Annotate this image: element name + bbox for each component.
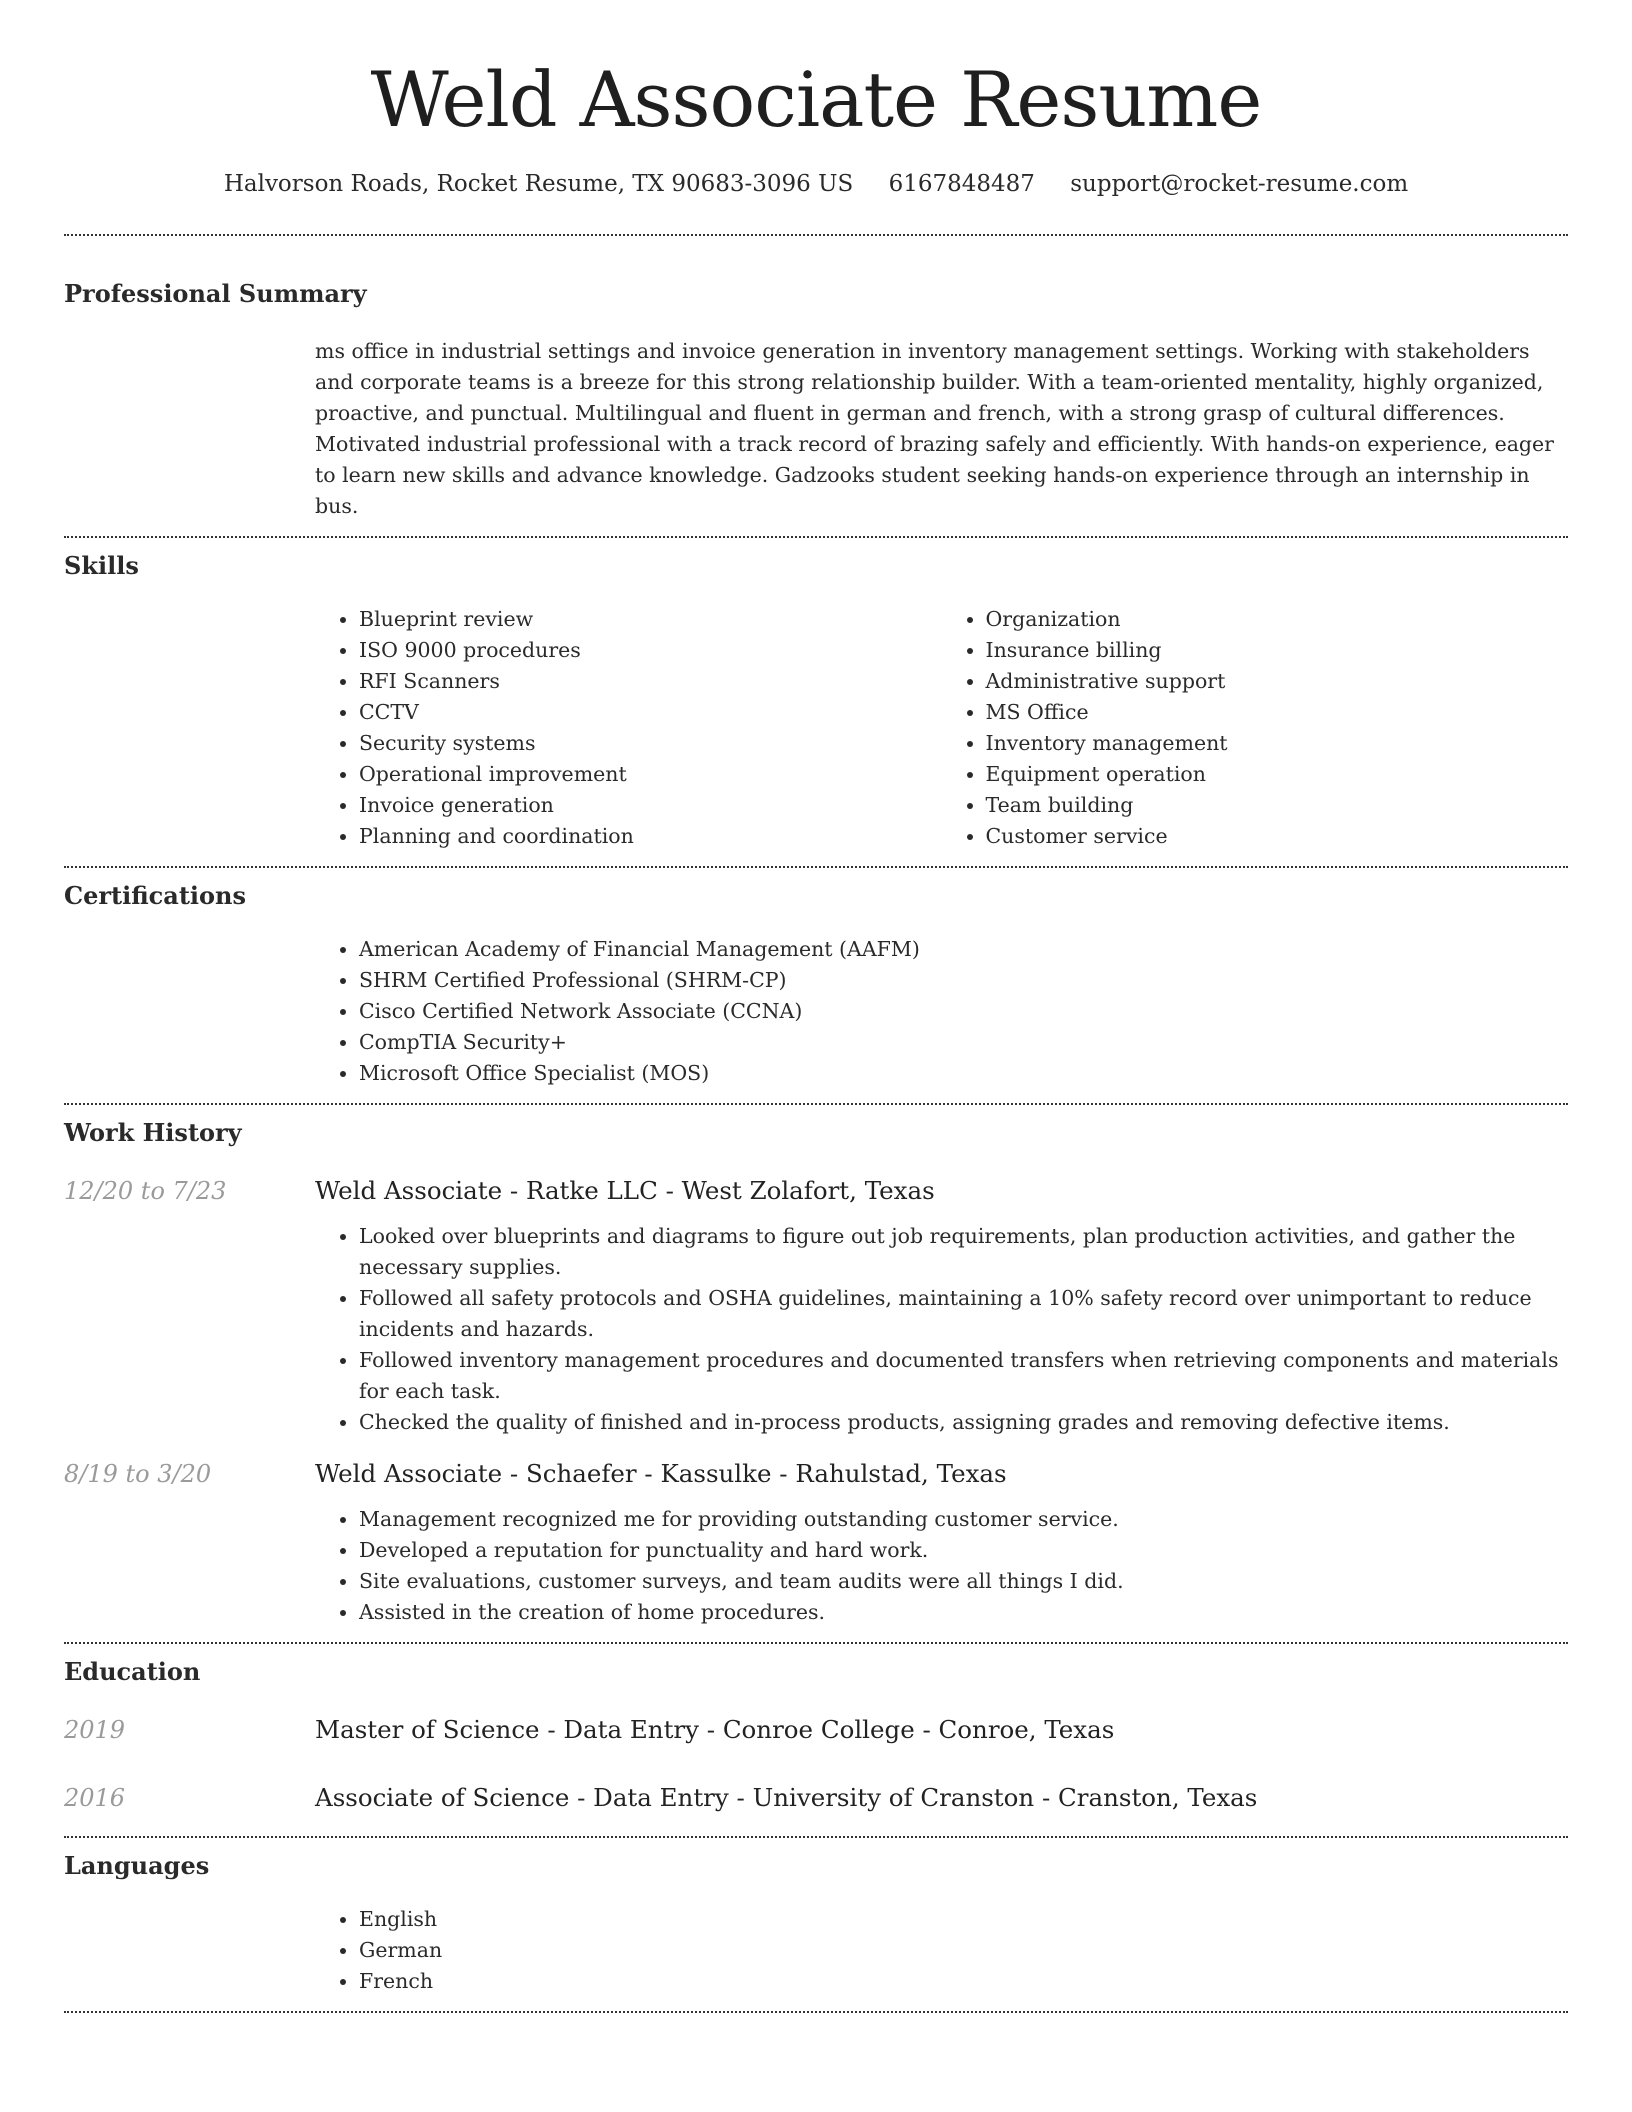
summary-section-title: Professional Summary bbox=[64, 279, 367, 308]
skills-list bbox=[315, 604, 1568, 852]
education-entry bbox=[64, 1714, 1568, 1746]
contact-phone: 6167848487 bbox=[888, 171, 1035, 197]
contact-email: support@rocket-resume.com bbox=[1070, 171, 1409, 197]
certification-item: • American Academy of Financial Management (AAFM) bbox=[359, 934, 1568, 965]
section-divider bbox=[64, 1642, 1568, 1644]
job-dates: 8/19 to 3/20 bbox=[64, 1460, 212, 1488]
section-divider bbox=[64, 234, 1568, 236]
education-year: 2016 bbox=[64, 1784, 126, 1812]
certifications-list bbox=[315, 934, 1568, 1089]
skill-item: • Invoice generation bbox=[359, 790, 942, 821]
section-divider bbox=[64, 866, 1568, 868]
skills-section-title: Skills bbox=[64, 551, 139, 580]
skill-item: • CCTV bbox=[359, 697, 942, 728]
skill-item: • Customer service bbox=[986, 821, 1569, 852]
contact-address: Halvorson Roads, Rocket Resume, TX 90683-3096 US bbox=[223, 171, 854, 197]
job-entry bbox=[64, 1458, 1568, 1490]
section-divider bbox=[64, 2011, 1568, 2013]
education-section-title: Education bbox=[64, 1657, 201, 1686]
skill-item: • Security systems bbox=[359, 728, 942, 759]
skill-item: • Planning and coordination bbox=[359, 821, 942, 852]
contact-line bbox=[64, 168, 1568, 200]
job-heading: Weld Associate - Schaefer - Kassulke - Rahulstad, Texas bbox=[315, 1459, 1007, 1488]
skill-item: • Operational improvement bbox=[359, 759, 942, 790]
certifications-section-title: Certifications bbox=[64, 881, 247, 910]
certification-item: • SHRM Certified Professional (SHRM-CP) bbox=[359, 965, 1568, 996]
resume-page bbox=[64, 0, 1568, 2013]
skill-item: • Equipment operation bbox=[986, 759, 1569, 790]
section-divider bbox=[64, 1103, 1568, 1105]
languages-bullets bbox=[315, 1904, 1568, 1997]
skills-column-right bbox=[942, 604, 1569, 852]
education-entry bbox=[64, 1782, 1568, 1814]
job-bullet: • Management recognized me for providing outstanding customer service. bbox=[359, 1504, 1568, 1535]
skill-item: • Organization bbox=[986, 604, 1569, 635]
job-bullet-list bbox=[315, 1221, 1568, 1438]
job-bullet: • Followed inventory management procedures and documented transfers when retrieving components and materials for each task. bbox=[359, 1345, 1568, 1407]
job-bullet: • Assisted in the creation of home procedures. bbox=[359, 1597, 1568, 1628]
education-heading: Master of Science - Data Entry - Conroe College - Conroe, Texas bbox=[315, 1715, 1115, 1744]
certification-item: • CompTIA Security+ bbox=[359, 1027, 1568, 1058]
education-year: 2019 bbox=[64, 1716, 126, 1744]
section-divider bbox=[64, 536, 1568, 538]
job-bullets bbox=[315, 1504, 1568, 1628]
section-divider bbox=[64, 1836, 1568, 1838]
job-entry bbox=[64, 1175, 1568, 1207]
skill-item: • ISO 9000 procedures bbox=[359, 635, 942, 666]
job-heading: Weld Associate - Ratke LLC - West Zolafort, Texas bbox=[315, 1176, 935, 1205]
skill-item: • RFI Scanners bbox=[359, 666, 942, 697]
certification-item: • Cisco Certified Network Associate (CCNA) bbox=[359, 996, 1568, 1027]
job-bullet: • Site evaluations, customer surveys, and team audits were all things I did. bbox=[359, 1566, 1568, 1597]
job-bullets bbox=[315, 1221, 1568, 1438]
language-item: • French bbox=[359, 1966, 1568, 1997]
summary-text: ms office in industrial settings and invoice generation in inventory management settings. Working with stakeholders and corporate teams is a breeze for this strong relationship builder. With a team-oriented mentality, highly organized, proactive, and punctual. Multilingual and fluent in german and french, with a strong grasp of cultural differences. Motivated industrial professional with a track record of brazing safely and efficiently. With hands-on experience, eager to learn new skills and advance knowledge. Gadzooks student seeking hands-on experience through an internship in bus. bbox=[315, 339, 1554, 518]
skill-item: • MS Office bbox=[986, 697, 1569, 728]
skills-column-left bbox=[315, 604, 942, 852]
skill-item: • Team building bbox=[986, 790, 1569, 821]
languages-list bbox=[315, 1904, 1568, 1997]
job-bullet: • Developed a reputation for punctuality and hard work. bbox=[359, 1535, 1568, 1566]
spacer bbox=[64, 1814, 1568, 1836]
job-bullet: • Looked over blueprints and diagrams to figure out job requirements, plan production activities, and gather the necessary supplies. bbox=[359, 1221, 1568, 1283]
languages-section-title: Languages bbox=[64, 1851, 210, 1880]
skill-item: • Administrative support bbox=[986, 666, 1569, 697]
skill-item: • Inventory management bbox=[986, 728, 1569, 759]
job-bullet-list bbox=[315, 1504, 1568, 1628]
skill-item: • Insurance billing bbox=[986, 635, 1569, 666]
certifications-bullets bbox=[315, 934, 1568, 1089]
work-history-section-title: Work History bbox=[64, 1118, 242, 1147]
skill-item: • Blueprint review bbox=[359, 604, 942, 635]
education-heading: Associate of Science - Data Entry - University of Cranston - Cranston, Texas bbox=[315, 1783, 1258, 1812]
job-dates: 12/20 to 7/23 bbox=[64, 1177, 227, 1205]
resume-title: Weld Associate Resume bbox=[370, 55, 1262, 144]
language-item: • English bbox=[359, 1904, 1568, 1935]
language-item: • German bbox=[359, 1935, 1568, 1966]
certification-item: • Microsoft Office Specialist (MOS) bbox=[359, 1058, 1568, 1089]
job-bullet: • Followed all safety protocols and OSHA guidelines, maintaining a 10% safety record over unimportant to reduce incidents and hazards. bbox=[359, 1283, 1568, 1345]
job-bullet: • Checked the quality of finished and in-process products, assigning grades and removing defective items. bbox=[359, 1407, 1568, 1438]
